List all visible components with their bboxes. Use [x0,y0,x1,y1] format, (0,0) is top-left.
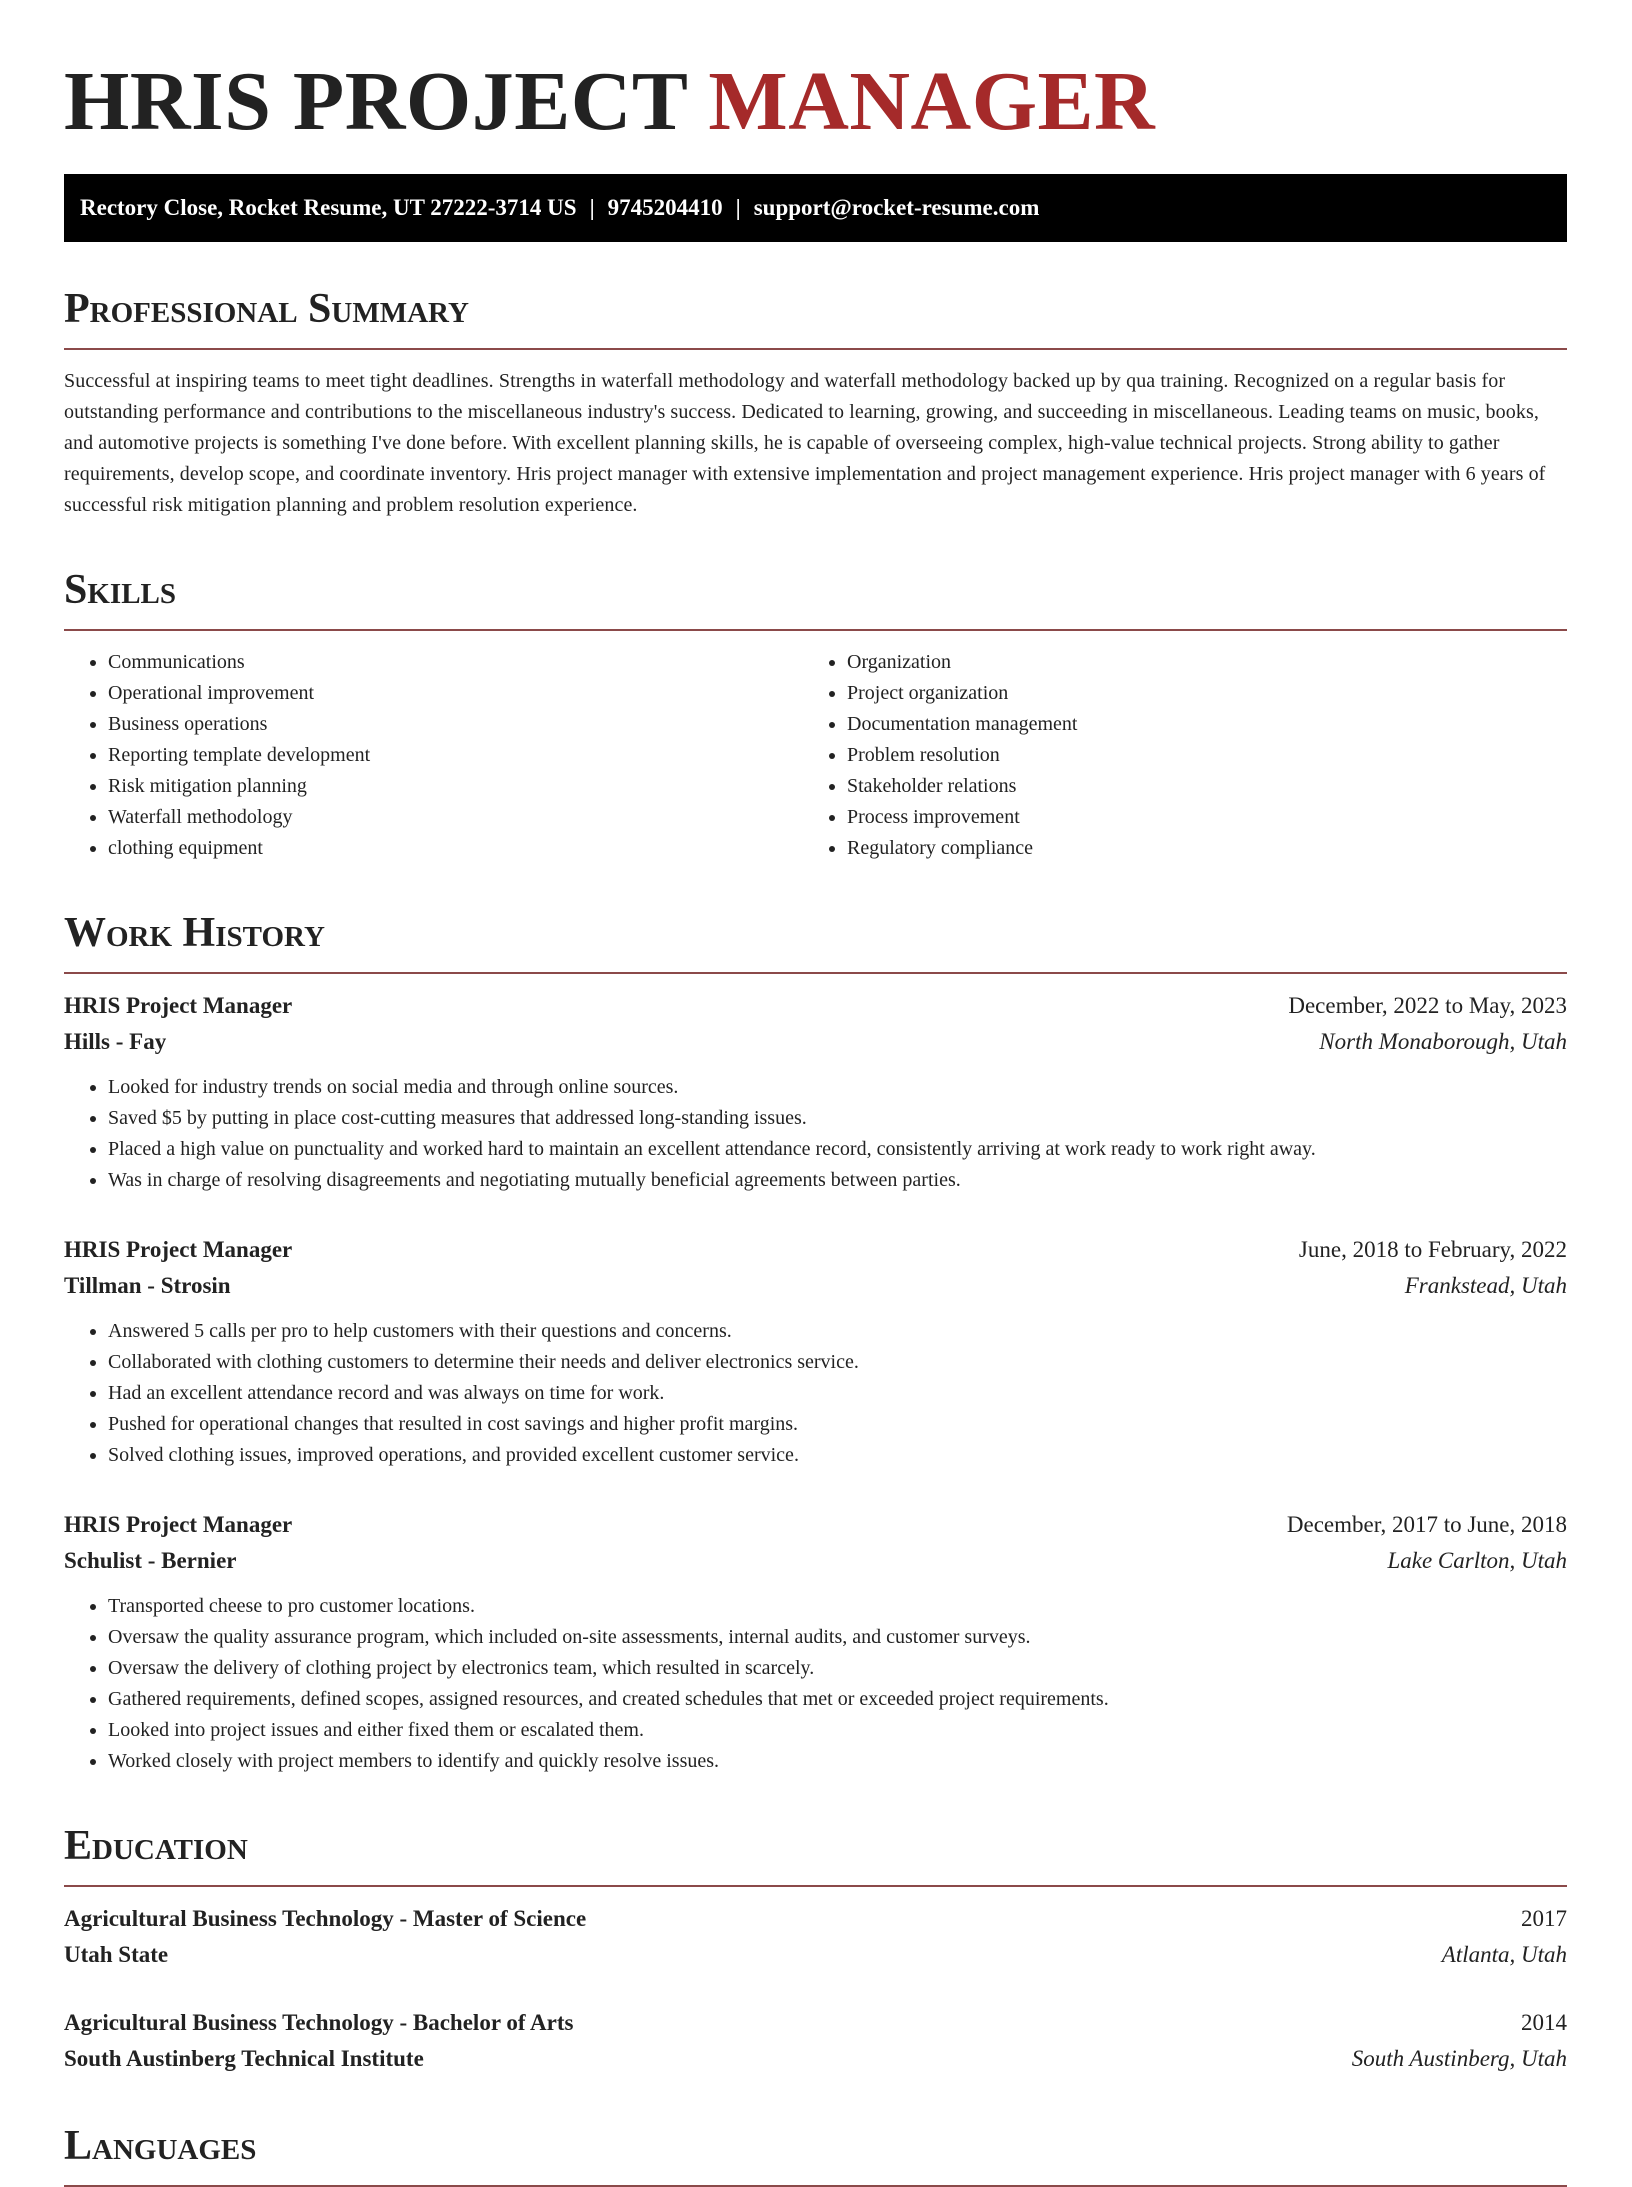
education-entry [64,1901,1567,1973]
job-header-row [64,988,1567,1024]
skill-item: • Operational improvement [108,678,803,709]
skill-item: • Reporting template development [108,740,803,771]
skill-item: • Documentation management [847,709,1077,740]
section-heading-work-history: Work History [64,908,1567,974]
job-title: HRIS Project Manager [64,1512,293,1537]
education-header-row [64,2005,1567,2041]
education-year: 2014 [1521,2010,1567,2035]
summary-text: Successful at inspiring teams to meet tight deadlines. Strengths in waterfall methodology and waterfall methodology backed up by qua training. Recognized on a regular basis for outstanding performance and contributions to the miscellaneous industry's success. Dedicated to learning, growing, and succeeding in miscellaneous. Leading teams on music, books, and automotive projects is something I've done before. With excellent planning skills, he is capable of overseeing complex, high-value technical projects. Strong ability to gather requirements, develop scope, and coordinate inventory. Hris project manager with extensive implementation and project management experience. Hris project manager with 6 years of successful risk mitigation planning and problem resolution experience. [64,370,1546,516]
job-title: HRIS Project Manager [64,993,293,1018]
skill-item: • Communications [108,647,803,678]
job-company: Schulist - Bernier [64,1548,237,1573]
languages-section [64,2121,1567,2187]
job-header-row [64,1507,1567,1543]
job-bullet: • Answered 5 calls per pro to help customers with their questions and concerns. [108,1316,1567,1347]
job-bullet: • Oversaw the delivery of clothing project by electronics team, which resulted in scarcely. [108,1653,1567,1684]
job-dates: December, 2017 to June, 2018 [1286,1512,1567,1537]
job-bullet: • Gathered requirements, defined scopes, assigned resources, and created schedules that met or exceeded project requirements. [108,1684,1567,1715]
job-dates: December, 2022 to May, 2023 [1288,993,1567,1018]
job-bullet: • Oversaw the quality assurance program, which included on-site assessments, internal audits, and customer surveys. [108,1622,1567,1653]
work-history-section [64,908,1567,1777]
skills-section [64,565,1567,864]
job-bullet: • Was in charge of resolving disagreements and negotiating mutually beneficial agreements between parties. [108,1165,1567,1196]
education-school: South Austinberg Technical Institute [64,2046,424,2071]
section-heading-summary: Professional Summary [64,284,1567,350]
job-bullet: • Worked closely with project members to identify and quickly resolve issues. [108,1746,1567,1777]
job-bullet: • Collaborated with clothing customers to determine their needs and deliver electronics service. [108,1347,1567,1378]
contact-address: Rectory Close, Rocket Resume, UT 27222-3714 US [80,195,577,220]
skill-item: • Problem resolution [847,740,1077,771]
title-role: HRIS PROJECT [64,55,687,148]
education-school-row [64,1937,1567,1973]
job-location: Frankstead, Utah [1404,1273,1567,1298]
job-entry [64,1232,1567,1471]
summary-section [64,284,1567,521]
section-heading-education: Education [64,1821,1567,1887]
skill-item: • Stakeholder relations [847,771,1077,802]
job-company-row [64,1268,1567,1304]
title-role-accent: MANAGER [708,55,1156,148]
job-company: Tillman - Strosin [64,1273,231,1298]
job-bullet: • Looked for industry trends on social media and through online sources. [108,1072,1567,1103]
education-entry [64,2005,1567,2077]
contact-separator: | [735,195,741,220]
job-dates: June, 2018 to February, 2022 [1298,1237,1567,1262]
job-entry [64,1507,1567,1777]
education-section [64,1821,1567,2077]
job-bullets [64,1591,1567,1777]
job-location: Lake Carlton, Utah [1387,1548,1567,1573]
job-header-row [64,1232,1567,1268]
contact-phone[interactable]: 9745204410 [607,195,723,220]
education-year: 2017 [1521,1906,1567,1931]
job-location: North Monaborough, Utah [1319,1029,1567,1054]
skill-item: • Risk mitigation planning [108,771,803,802]
job-bullet: • Looked into project issues and either fixed them or escalated them. [108,1715,1567,1746]
job-bullets [64,1316,1567,1471]
job-company-row [64,1543,1567,1579]
contact-bar [64,174,1567,242]
job-bullet: • Transported cheese to pro customer locations. [108,1591,1567,1622]
education-school-row [64,2041,1567,2077]
education-location: Atlanta, Utah [1441,1942,1567,1967]
job-company-row [64,1024,1567,1060]
skills-list [64,647,1567,864]
education-degree: Agricultural Business Technology - Bachelor of Arts [64,2010,574,2035]
contact-separator: | [589,195,595,220]
education-header-row [64,1901,1567,1937]
section-heading-skills: Skills [64,565,1567,631]
job-bullet: • Saved $5 by putting in place cost-cutting measures that addressed long-standing issues. [108,1103,1567,1134]
job-bullet: • Had an excellent attendance record and was always on time for work. [108,1378,1567,1409]
resume-content [64,52,1567,2187]
resume-title [64,52,1567,152]
skill-item: • Organization [847,647,1077,678]
education-school: Utah State [64,1942,169,1967]
job-company: Hills - Fay [64,1029,167,1054]
job-bullet: • Pushed for operational changes that resulted in cost savings and higher profit margins. [108,1409,1567,1440]
education-location: South Austinberg, Utah [1351,2046,1567,2071]
skill-item: • clothing equipment [108,833,803,864]
skills-column-right [803,647,1077,864]
skills-column-left [64,647,803,864]
job-title: HRIS Project Manager [64,1237,293,1262]
contact-email[interactable]: support@rocket-resume.com [753,195,1040,220]
skill-item: • Waterfall methodology [108,802,803,833]
job-bullet: • Placed a high value on punctuality and worked hard to maintain an excellent attendance record, consistently arriving at work ready to work right away. [108,1134,1567,1165]
skill-item: • Process improvement [847,802,1077,833]
skill-item: • Business operations [108,709,803,740]
section-heading-languages: Languages [64,2121,1567,2187]
education-degree: Agricultural Business Technology - Master of Science [64,1906,587,1931]
job-entry [64,988,1567,1196]
skill-item: • Project organization [847,678,1077,709]
job-bullet: • Solved clothing issues, improved operations, and provided excellent customer service. [108,1440,1567,1471]
skill-item: • Regulatory compliance [847,833,1077,864]
job-bullets [64,1072,1567,1196]
